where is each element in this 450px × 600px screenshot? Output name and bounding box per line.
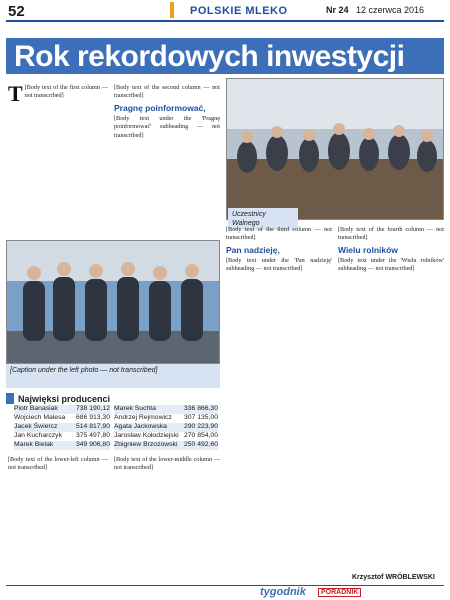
producer-value: 686 913,30 [75, 414, 110, 421]
author-signature: Krzysztof WRÓBLEWSKI [352, 574, 435, 581]
table-row [114, 441, 218, 450]
producer-name: Andrzej Rejmowicz [114, 414, 172, 421]
article-column-3 [226, 226, 332, 582]
producer-value: 250 492,60 [183, 441, 218, 448]
article-column-3-text-b: [Body text under the 'Pan nadzieję' subheading — not transcribed] [226, 256, 332, 273]
subhead-wielu-rolnikow: Wielu rolników [338, 244, 398, 255]
issue-date: 12 czerwca 2016 [356, 5, 425, 15]
photo-award-image [7, 241, 220, 364]
dropcap: T [8, 84, 23, 106]
table-row [114, 432, 218, 441]
producer-value: 270 854,00 [183, 432, 218, 439]
producer-name: Jarosław Kołodziejski [114, 432, 179, 439]
footer-divider [6, 585, 444, 586]
producer-value: 307 135,00 [183, 414, 218, 421]
table-row [14, 423, 110, 432]
producer-value: 375 497,80 [75, 432, 110, 439]
article-column-4-text-b: [Body text under the 'Wielu rolników' subheading — not transcribed] [338, 256, 444, 273]
table-row [114, 405, 218, 414]
producer-value: 349 906,80 [75, 441, 110, 448]
subhead-pragne: Pragnę poinformować, [114, 102, 206, 113]
subhead-pan-nadzieje: Pan nadzieję, [226, 244, 280, 255]
photo-meeting [226, 78, 444, 220]
headline: Rok rekordowych inwestycji [14, 40, 405, 73]
tygodnik-logo: tygodnik [260, 586, 306, 598]
photo-meeting-image [227, 79, 444, 220]
producer-name: Wojciech Malesa [14, 414, 66, 421]
article-column-2-text: [Body text of the second column — not transcribed] [114, 84, 220, 100]
article-lower-column-2-text: [Body text of the lower-middle column — not transcribed] [114, 456, 220, 472]
producer-value: 514 817,90 [75, 423, 110, 430]
page-number: 52 [8, 3, 25, 20]
article-column-3-text: [Body text of the third column — not transcribed] [226, 226, 332, 242]
article-lower-column-1 [8, 456, 108, 582]
header-accent-bar [170, 2, 174, 18]
article-lower-column-2 [114, 456, 220, 582]
photo-meeting-caption: Uczestnicy Walnego [228, 208, 298, 230]
producer-value: 738 190,12 [75, 405, 110, 412]
article-column-4 [338, 226, 444, 572]
issue-number: Nr 24 [326, 5, 349, 15]
producer-name: Marek Suchta [114, 405, 156, 412]
article-column-2-text-b: [Body text under the 'Pragnę poinformować' subheading — not transcribed] [114, 114, 220, 139]
header-divider [6, 20, 444, 22]
photo-award [6, 240, 220, 364]
producer-name: Jan Kucharczyk [14, 432, 62, 439]
producer-name: Jacek Świercz [14, 423, 58, 430]
table-title-bar [6, 393, 14, 404]
producer-name: Marek Bielak [14, 441, 54, 448]
producer-value: 290 223,90 [183, 423, 218, 430]
producer-value: 336 866,30 [183, 405, 218, 412]
poradnik-logo: PORADNIK [318, 588, 361, 597]
article-column-1-text: [Body text of the first column — not transcribed] [24, 84, 108, 100]
table-row [14, 414, 110, 423]
producer-name: Agata Jackowska [114, 423, 167, 430]
photo-award-caption: [Caption under the left photo — not transcribed] [6, 364, 220, 388]
producer-name: Zbigniew Brzozowski [114, 441, 178, 448]
article-column-4-text: [Body text of the fourth column — not transcribed] [338, 226, 444, 242]
article-lower-column-1-text: [Body text of the lower-left column — not transcribed] [8, 456, 108, 472]
page-header [0, 0, 450, 22]
table-title: Najwięksi producenci [18, 394, 111, 404]
table-row [114, 423, 218, 432]
table-row [14, 405, 110, 414]
producer-name: Piotr Banasiak [14, 405, 58, 412]
section-label: POLSKIE MLEKO [190, 5, 288, 17]
table-row [14, 432, 110, 441]
table-row [14, 441, 110, 450]
table-row [114, 414, 218, 423]
